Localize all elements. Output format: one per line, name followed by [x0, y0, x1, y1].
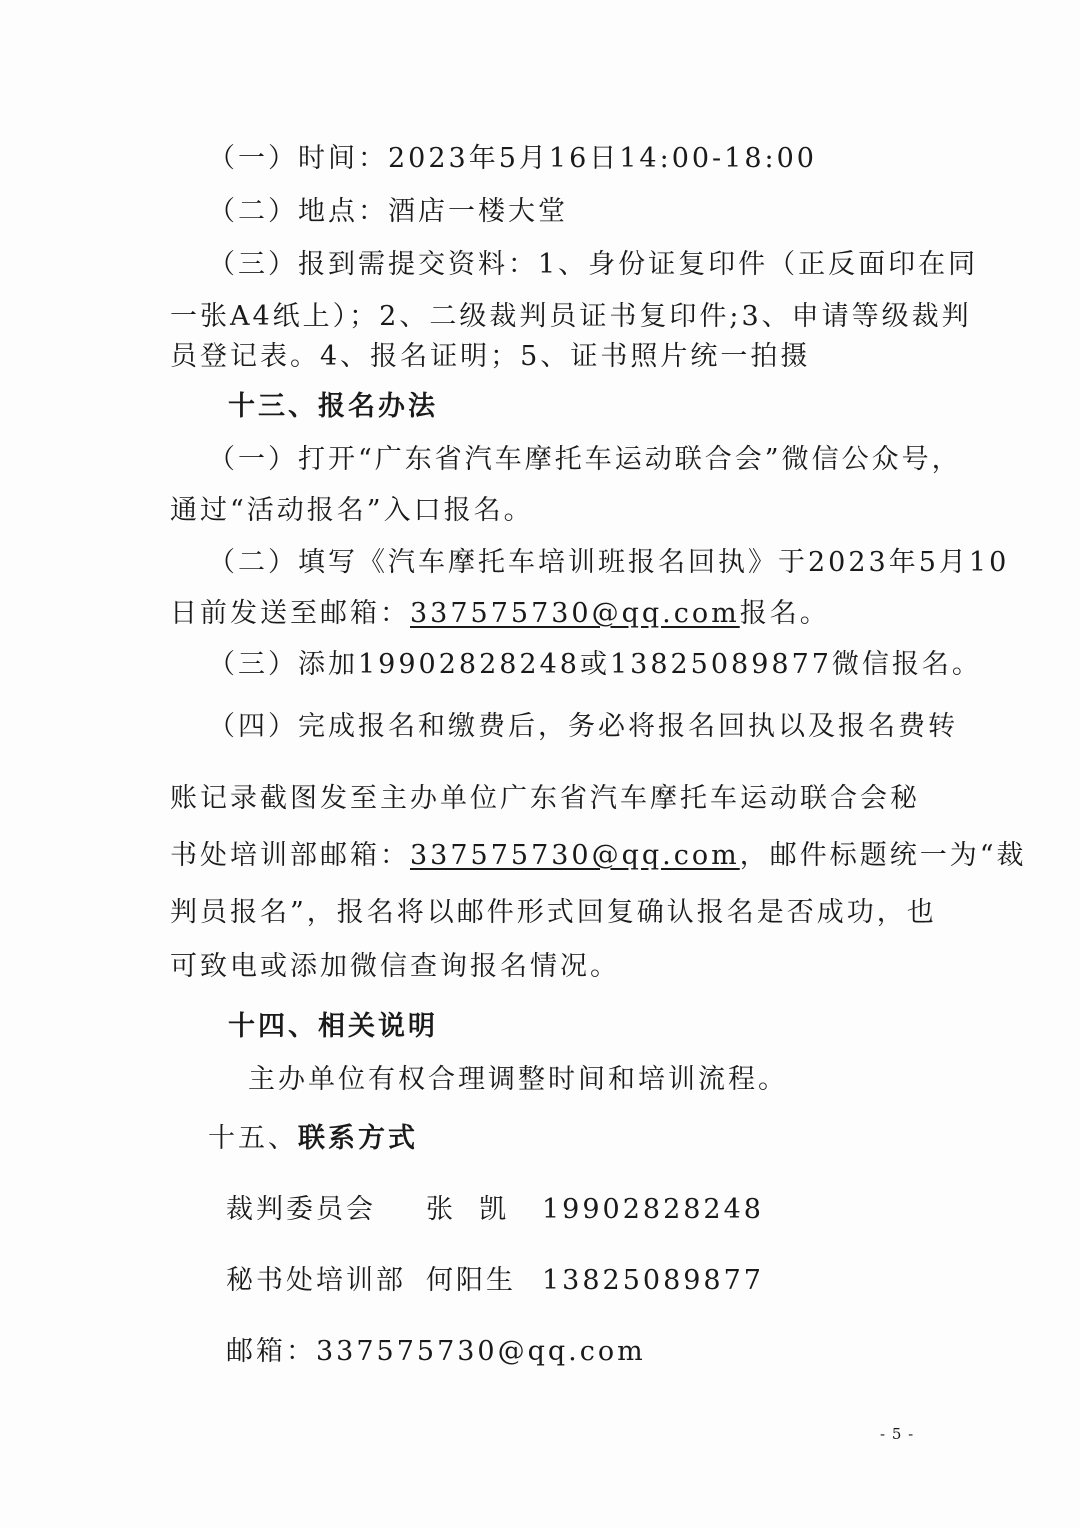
section13-item4-line3: [170, 839, 1027, 873]
registration-email-link[interactable]: 337575730@qq.com: [410, 598, 740, 629]
contact-dept: 秘书处培训部: [226, 1265, 406, 1296]
section15-heading-title: 联系方式: [298, 1123, 418, 1154]
section13-item1-line1: （一）打开“广东省汽车摩托车运动联合会”微信公众号，: [208, 444, 962, 475]
contact-phone: 19902828248: [542, 1194, 764, 1225]
section13-item2-line1: （二）填写《汽车摩托车培训班报名回执》于2023年5月10: [208, 547, 1010, 578]
time-item: （一）时间：2023年5月16日14:00-18:00: [208, 143, 817, 174]
materials-item-line2: 一张A4纸上）；2、二级裁判员证书复印件;3、申请等级裁判: [170, 301, 972, 332]
section13-item1-line2: 通过“活动报名”入口报名。: [170, 495, 534, 526]
section13-item4-line4: 判员报名”，报名将以邮件形式回复确认报名是否成功，也: [170, 897, 937, 928]
section13-heading: 十三、报名办法: [228, 391, 438, 422]
section13-item2-line2: [170, 597, 830, 631]
section13-item4-line5: 可致电或添加微信查询报名情况。: [170, 951, 620, 982]
section15-heading: [208, 1122, 418, 1156]
section14-heading: 十四、相关说明: [228, 1011, 438, 1042]
contact-name: 何阳生: [426, 1265, 516, 1296]
place-item: （二）地点：酒店一楼大堂: [208, 196, 568, 227]
section13-item4-line1: （四）完成报名和缴费后，务必将报名回执以及报名费转: [208, 711, 958, 742]
section14-text: 主办单位有权合理调整时间和培训流程。: [248, 1064, 788, 1095]
item2-line2-prefix: 日前发送至邮箱：: [170, 598, 410, 629]
section13-item3: （三）添加19902828248或13825089877微信报名。: [208, 649, 982, 680]
section13-item4-line2: 账记录截图发至主办单位广东省汽车摩托车运动联合会秘: [170, 783, 920, 814]
materials-item-line3: 员登记表。4、报名证明；5、证书照片统一拍摄: [170, 341, 811, 372]
materials-item-line1: （三）报到需提交资料：1、身份证复印件（正反面印在同: [208, 249, 979, 280]
contact-email: 邮箱：337575730@qq.com: [226, 1336, 646, 1367]
item4-line3-suffix: ，邮件标题统一为“裁: [739, 840, 1027, 871]
contact-name: 张 凯: [426, 1194, 510, 1225]
page-number: - 5 -: [880, 1425, 915, 1443]
item2-line2-suffix: 报名。: [739, 598, 830, 629]
contact-phone: 13825089877: [542, 1265, 764, 1296]
item4-line3-prefix: 书处培训部邮箱：: [170, 840, 410, 871]
training-dept-email-link[interactable]: 337575730@qq.com: [410, 840, 740, 871]
contact-row: [226, 1193, 764, 1227]
section15-heading-prefix: 十五、: [208, 1123, 298, 1154]
contact-row: [226, 1264, 764, 1298]
contact-dept: 裁判委员会: [226, 1194, 376, 1225]
